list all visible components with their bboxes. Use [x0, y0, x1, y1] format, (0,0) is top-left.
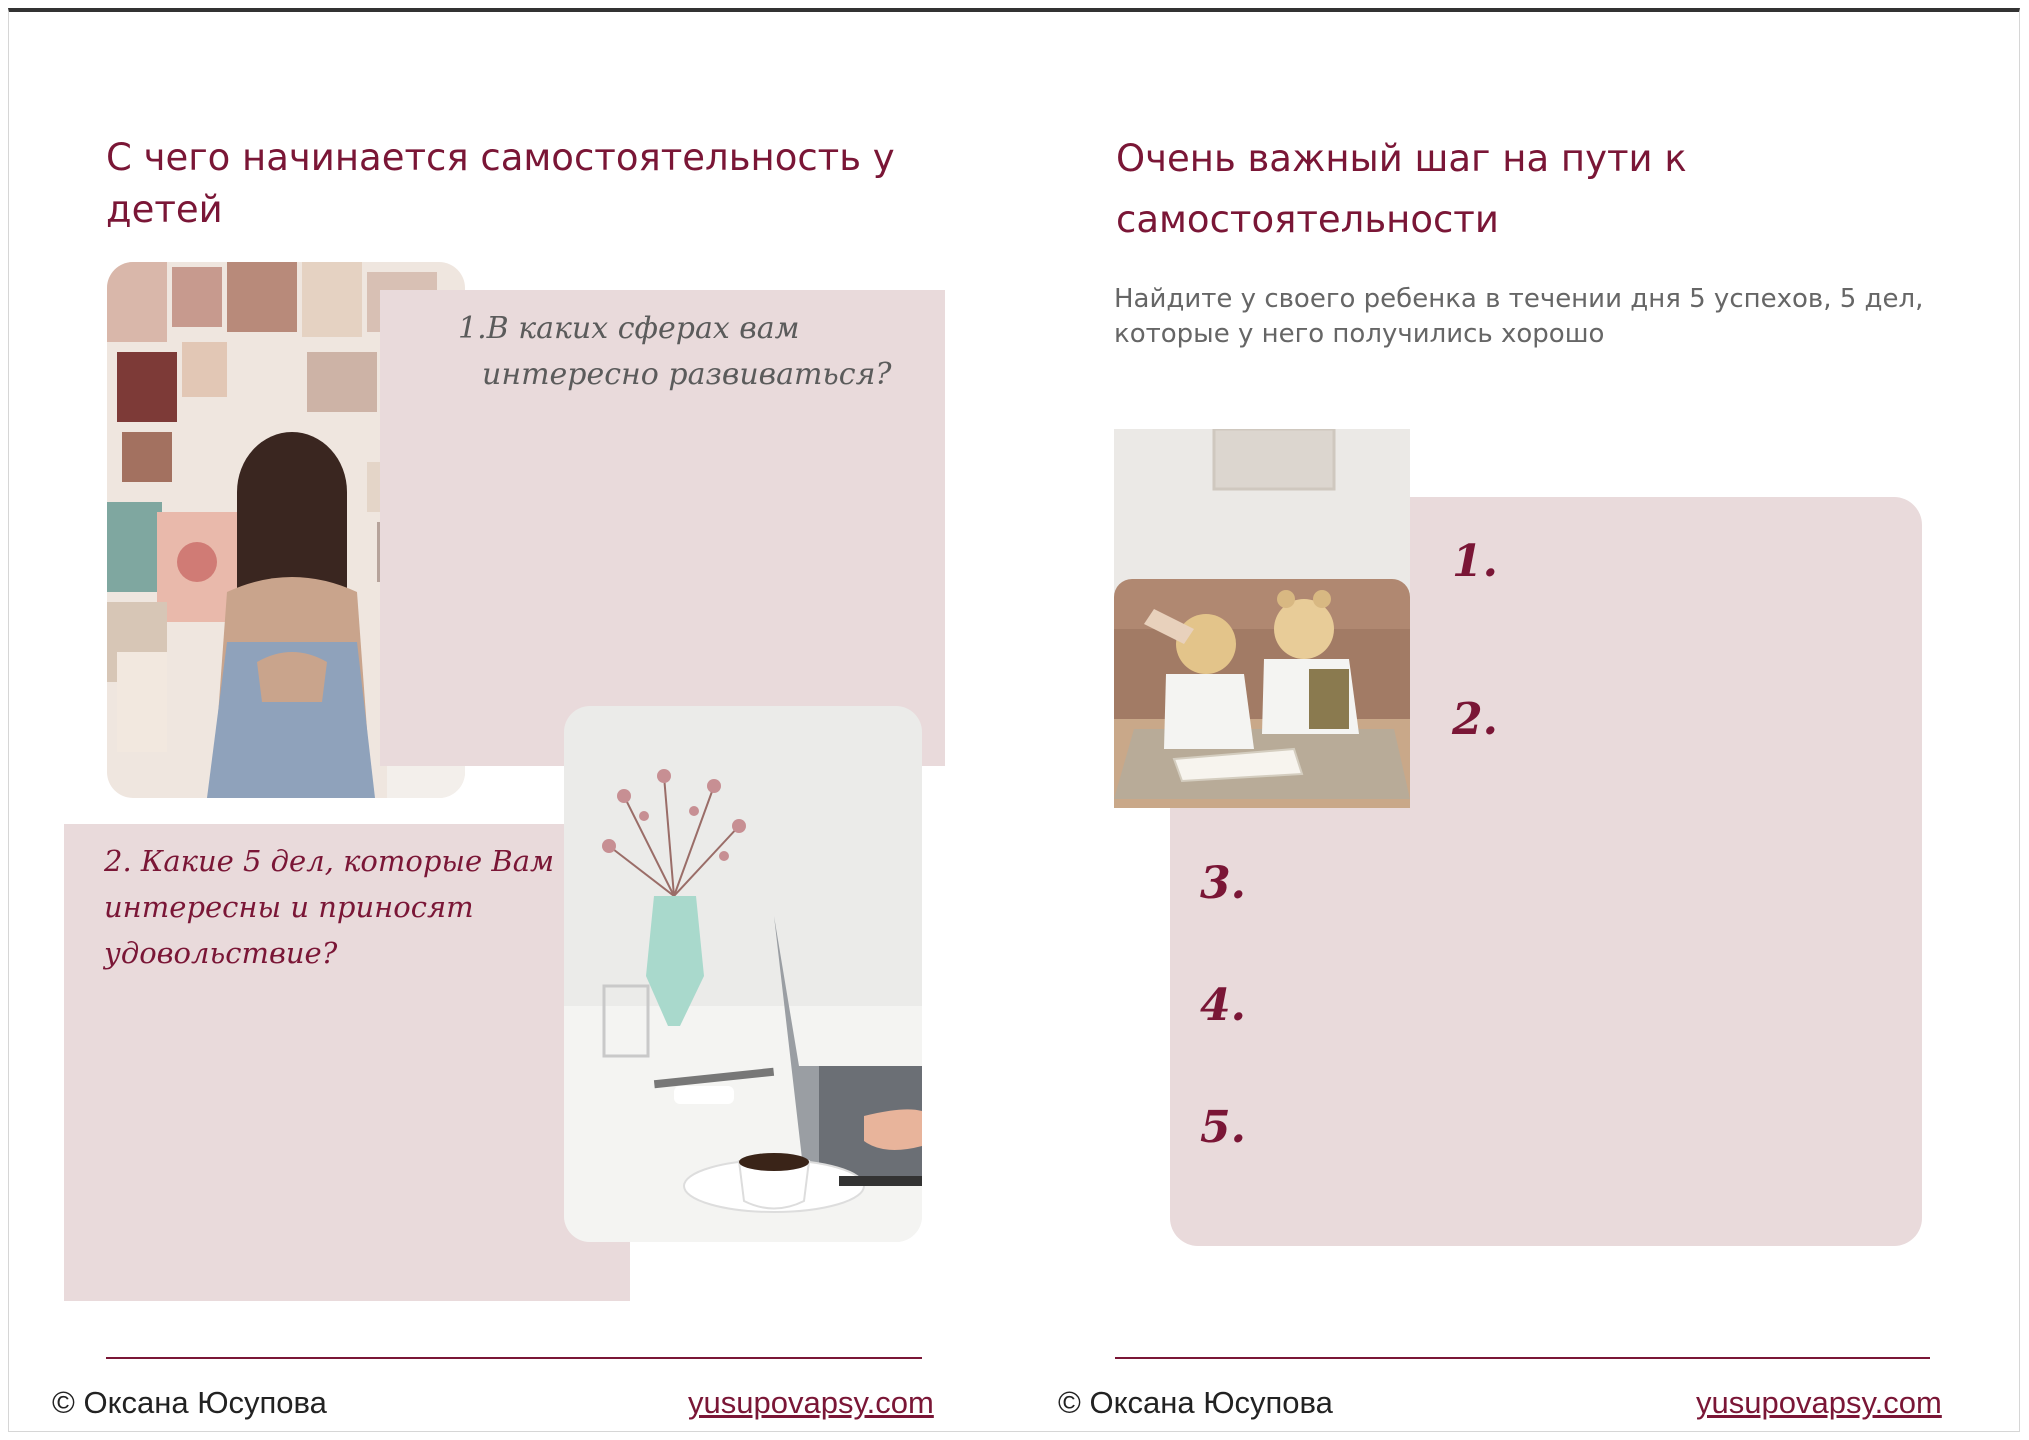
right-page-instruction: Найдите у своего ребенка в течении дня 5 успехов, 5 дел, которые у него получились хорошо — [1114, 284, 1924, 349]
right-footer-author: © Оксана Юсупова — [1058, 1385, 1333, 1420]
desk-with-vase-and-laptop-photo — [564, 706, 922, 1242]
question-2-line-3: удовольствие? — [104, 936, 338, 970]
success-item-1: 1. — [1452, 536, 1498, 587]
success-item-2: 2. — [1452, 694, 1498, 745]
right-footer-site-link[interactable]: yusupovapsy.com — [1696, 1385, 1942, 1420]
left-footer-author: © Оксана Юсупова — [52, 1385, 327, 1420]
left-footer-rule — [106, 1357, 922, 1359]
success-item-4: 4. — [1200, 980, 1246, 1031]
left-page-title: С чего начинается самостоятельность у детей — [106, 136, 895, 231]
success-item-3: 3. — [1200, 858, 1246, 909]
question-2-line-1: 2. Какие 5 дел, которые Вам — [104, 844, 555, 878]
right-footer-rule — [1115, 1357, 1930, 1359]
question-1-line-2: интересно развиваться? — [482, 357, 892, 392]
success-item-5: 5. — [1200, 1102, 1246, 1153]
left-footer-site-link[interactable]: yusupovapsy.com — [688, 1385, 934, 1420]
right-page-title: Очень важный шаг на пути к самостоятельности — [1116, 137, 1687, 241]
children-drawing-on-floor-photo — [1114, 429, 1410, 808]
question-1-line-1: 1.В каких сферах вам — [458, 311, 800, 346]
question-2-line-2: интересны и приносят — [104, 890, 474, 924]
